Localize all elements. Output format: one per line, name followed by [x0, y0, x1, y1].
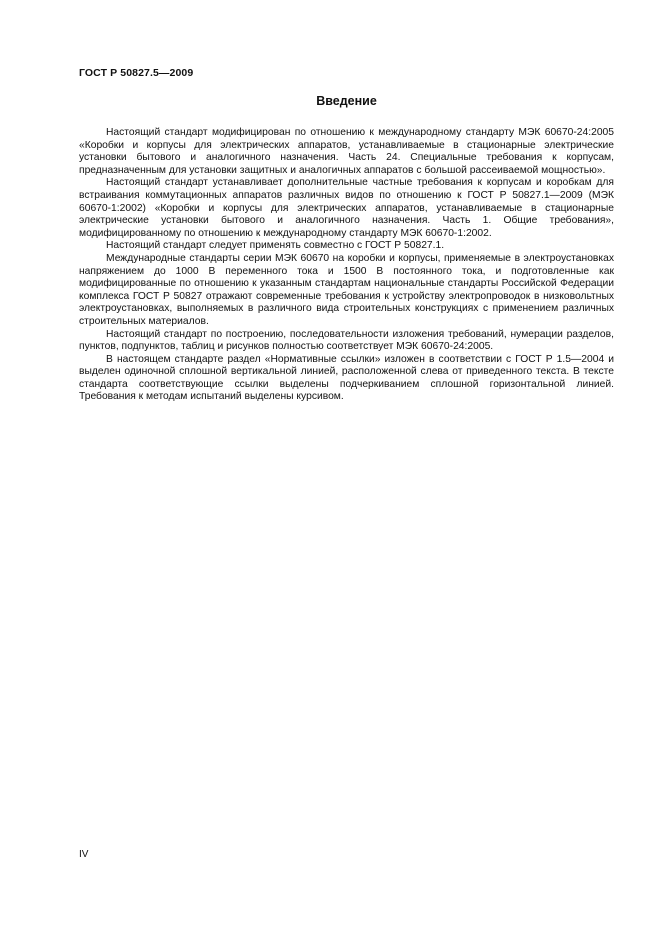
paragraph: Настоящий стандарт модифицирован по отношению к международному стандарту МЭК 60670-24:2005 «Коробки и корпусы для электрических аппаратов, устанавливаемые в стационарные электрические установки бытового и аналогичного назначения. Часть 24. Специальные требования к корпусам, предназначенным для установки защитных и аналогичных аппаратов с большой рассеиваемой мощностью». — [79, 127, 614, 176]
paragraph: Настоящий стандарт следует применять совместно с ГОСТ Р 50827.1. — [106, 240, 445, 252]
document-code: ГОСТ Р 50827.5—2009 — [79, 67, 194, 79]
paragraph: В настоящем стандарте раздел «Нормативные ссылки» изложен в соответствии с ГОСТ Р 1.5—2004 и выделен одиночной сплошной вертикальной линией, расположенной слева от приведенного текста. В тексте стандарта соответствующие ссылки выделены подчеркиванием сплошной горизонтальной линией. Требования к методам испытаний выделены курсивом. — [79, 353, 614, 403]
paragraph: Международные стандарты серии МЭК 60670 на коробки и корпусы, применяемые в электроустановках напряжением до 1000 В переменного тока и 1500 В постоянного тока, и подготовленные как модифицированные по отношению к указанным стандартам национальные стандарты Российской Федерации комплекса ГОСТ Р 50827 отражают современные требования к устройству электропроводок в низковольтных электроустановках, выполняемых в различного вида строительных конструкциях с применением различных строительных материалов. — [79, 252, 614, 327]
section-title: Введение — [316, 94, 377, 108]
introduction-body — [79, 127, 614, 404]
page-number: IV — [79, 849, 89, 860]
paragraph: Настоящий стандарт устанавливает дополнительные частные требования к корпусам и коробкам для встраивания коммутационных аппаратов различных видов по отношению к ГОСТ Р 50827.1—2009 (МЭК 60670-1:2002) «Коробки и корпусы для электрических аппаратов, устанавливаемые в стационарные электрические установки бытового и аналогичного назначения. Часть 1. Общие требования», модифицированному по отношению к международному стандарту МЭК 60670-1:2002. — [79, 177, 614, 239]
paragraph: Настоящий стандарт по построению, последовательности изложения требований, нумерации разделов, пунктов, подпунктов, таблиц и рисунков полностью соответствует МЭК 60670-24:2005. — [79, 328, 614, 353]
